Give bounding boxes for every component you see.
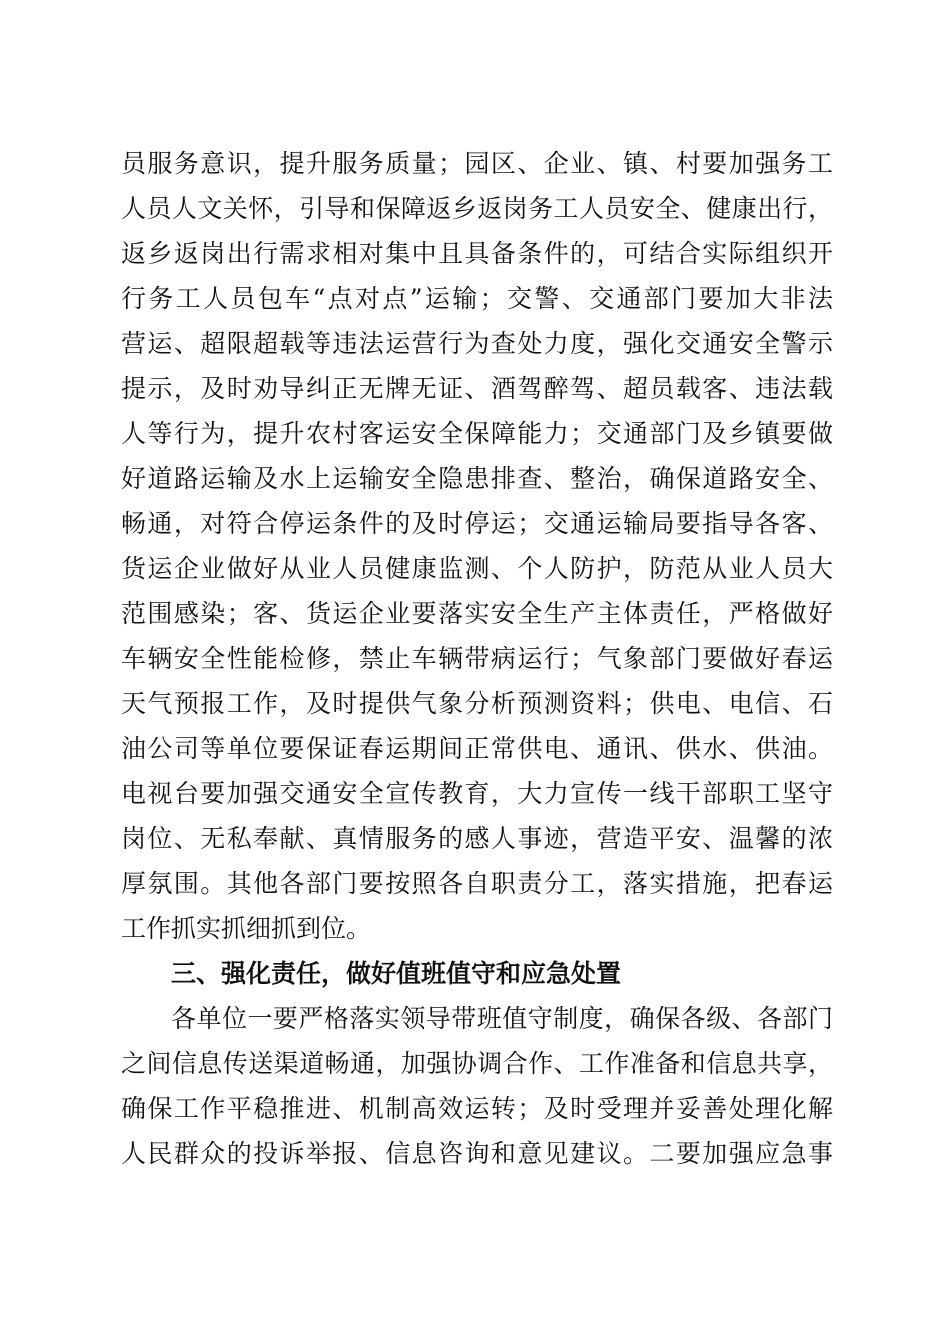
paragraph-line: 行务工人员包车“点对点”运输；交警、交通部门要加大非法 bbox=[121, 284, 833, 313]
paragraph-line: 油公司等单位要保证春运期间正常供电、通讯、供水、供油。 bbox=[121, 734, 833, 763]
paragraph-line: 员服务意识，提升服务质量；园区、企业、镇、村要加强务工 bbox=[121, 149, 833, 178]
paragraph-line: 电视台要加强交通安全宣传教育，大力宣传一线干部职工坚守 bbox=[121, 779, 833, 808]
paragraph-line: 人等行为，提升农村客运安全保障能力；交通部门及乡镇要做 bbox=[121, 419, 833, 448]
paragraph-line: 返乡返岗出行需求相对集中且具备条件的，可结合实际组织开 bbox=[121, 239, 833, 268]
section-heading: 三、强化责任，做好值班值守和应急处置 bbox=[171, 959, 622, 988]
paragraph-line: 之间信息传送渠道畅通，加强协调合作、工作准备和信息共享， bbox=[121, 1049, 833, 1078]
paragraph-line: 确保工作平稳推进、机制高效运转；及时受理并妥善处理化解 bbox=[121, 1094, 833, 1123]
paragraph-line: 车辆安全性能检修，禁止车辆带病运行；气象部门要做好春运 bbox=[121, 644, 833, 673]
paragraph-line: 好道路运输及水上运输安全隐患排查、整治，确保道路安全、 bbox=[121, 464, 833, 493]
paragraph-line: 货运企业做好从业人员健康监测、个人防护，防范从业人员大 bbox=[121, 554, 833, 583]
paragraph-line: 畅通，对符合停运条件的及时停运；交通运输局要指导各客、 bbox=[121, 509, 833, 538]
paragraph-line: 工作抓实抓细抓到位。 bbox=[121, 914, 372, 943]
paragraph-line: 人员人文关怀，引导和保障返乡返岗务工人员安全、健康出行， bbox=[121, 194, 833, 223]
paragraph-line: 营运、超限超载等违法运营行为查处力度，强化交通安全警示 bbox=[121, 329, 833, 358]
paragraph-line: 范围感染；客、货运企业要落实安全生产主体责任，严格做好 bbox=[121, 599, 833, 628]
paragraph-line: 厚氛围。其他各部门要按照各自职责分工，落实措施，把春运 bbox=[121, 869, 833, 898]
paragraph-line: 天气预报工作，及时提供气象分析预测资料；供电、电信、石 bbox=[121, 689, 833, 718]
paragraph-line: 岗位、无私奉献、真情服务的感人事迹，营造平安、温馨的浓 bbox=[121, 824, 833, 853]
paragraph-line: 提示，及时劝导纠正无牌无证、酒驾醉驾、超员载客、违法载 bbox=[121, 374, 833, 403]
paragraph-line: 各单位一要严格落实领导带班值守制度，确保各级、各部门 bbox=[171, 1004, 833, 1033]
paragraph-line: 人民群众的投诉举报、信息咨询和意见建议。二要加强应急事 bbox=[121, 1139, 833, 1168]
